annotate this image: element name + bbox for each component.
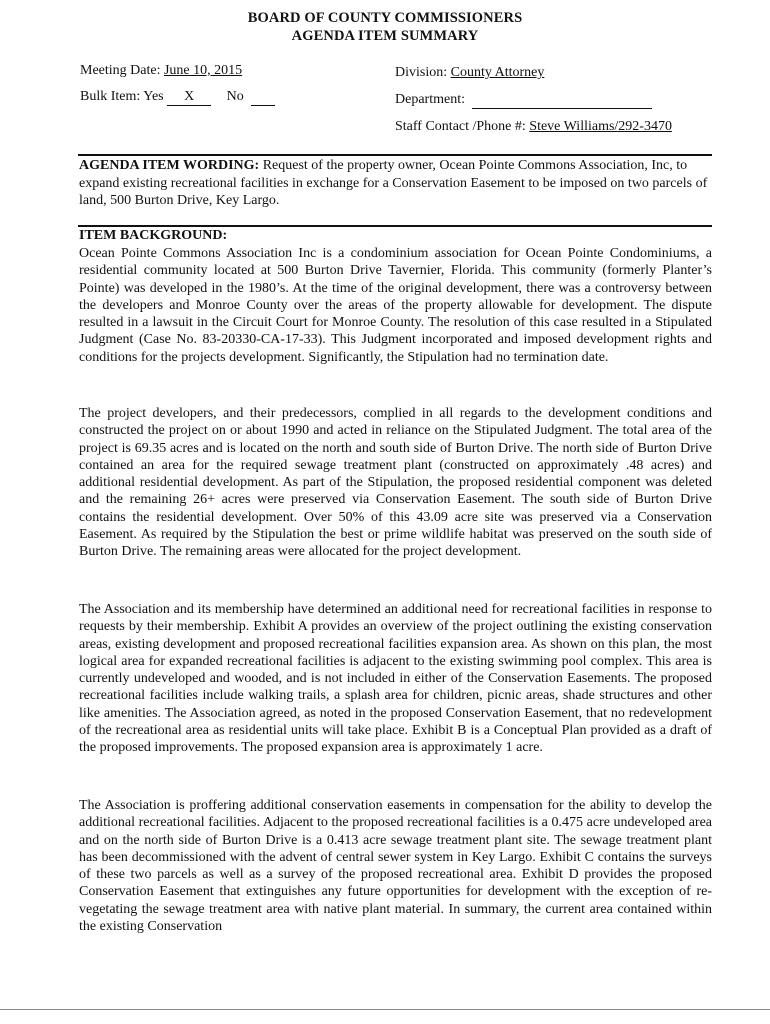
background-paragraph-3: The Association and its membership have determined an additional need for recreational facilities in response to requests by their membership. Exhibit A provides an overview of the project outlining the existing conservation areas, existing development and proposed recreational facilities expansion area. As shown on this plan, the most logical area for expanded recreational facilities is adjacent to the existing swimming pool complex. This area is currently undeveloped and wooded, and is not included in either of the Conservation Easements. The proposed recreational facilities include walking trails, a splash area for children, picnic areas, shade structures and other like amenities. The Association agreed, as noted in the proposed Conservation Easement, that no redevelopment of the recreational area as residential units will take place. Exhibit B is a Conceptual Plan provided as a draft of the proposed improvements. The proposed expansion area is approximately 1 acre.	[79, 602, 712, 756]
agenda-item-wording	[79, 157, 710, 210]
background-paragraph-2: The project developers, and their predecessors, complied in all regards to the development conditions and constructed the project on or about 1990 and acted in reliance on the Stipulated Judgment. The total area of the project is 69.35 acres and is located on the north and south side of Burton Drive. The north side of Burton Drive contained an area for the required sewage treatment plant (constructed on approximately .48 acres) and additional residential development. As part of the Stipulation, the proposed residential component was deleted and the remaining 26+ acres were preserved via Conservation Easement. The south side of Burton Drive contains the residential development. Over 50% of this 43.09 acre site was preserved via a Conservation Easement. As required by the Stipulation the best or prime wildlife habitat was preserved on the south side of Burton Drive. The remaining areas were allocated for the project development.	[79, 406, 712, 560]
bulk-yes-value: X	[167, 89, 211, 106]
bulk-no-label: No	[226, 89, 244, 104]
department-label: Department:	[395, 92, 465, 107]
page-bottom-edge	[0, 1009, 770, 1010]
background-paragraph-1: Ocean Pointe Commons Association Inc is a condominium association for Ocean Pointe Condominiums, a residential community located at 500 Burton Drive Tavernier, Florida. This community (formerly Planter’s Pointe) was developed in the 1980’s. At the time of the original development, there was a controversy between the developers and Monroe County over the areas of the property allowable for development. The dispute resulted in a lawsuit in the Circuit Court for Monroe County. The resolution of this case resulted in a Stipulated Judgment (Case No. 83-20330-CA-17-33). This Judgment incorporated and imposed development rights and conditions for the projects development. Significantly, the Stipulation had no termination date.	[79, 246, 712, 365]
department-row	[395, 92, 652, 109]
bulk-item-row	[80, 89, 275, 106]
meeting-date-label: Meeting Date:	[80, 63, 164, 78]
background-heading-text: ITEM BACKGROUND:	[79, 228, 228, 243]
wording-divider	[78, 154, 712, 156]
staff-contact-value: Steve Williams/292-3470	[529, 119, 672, 134]
department-blank	[472, 92, 652, 109]
bulk-item-label: Bulk Item: Yes	[80, 89, 168, 104]
item-background-heading	[79, 227, 710, 245]
meeting-date-row	[80, 63, 242, 79]
staff-contact-label: Staff Contact /Phone #:	[395, 119, 530, 134]
meeting-date-value: June 10, 2015	[163, 63, 243, 78]
background-paragraph-4: The Association is proffering additional conservation easements in compensation for the ability to develop the additional recreational facilities. Adjacent to the proposed recreational facilities is a 0.475 acre undeveloped area and on the north side of Burton Drive is a 0.413 acre sewage treatment plant site. The sewage treatment plant has been decommissioned with the advent of central sewer system in Key Largo. Exhibit C contains the surveys of these two parcels as well as a survey of the proposed recreational area. Exhibit D provides the proposed Conservation Easement that extinguishes any future opportunities for development with the exception of re-vegetating the sewage treatment area with native plant material. In summary, the current area contained within the existing Conservation	[79, 798, 712, 935]
board-title: BOARD OF COUNTY COMMISSIONERS	[247, 10, 523, 26]
division-value: County Attorney	[450, 65, 545, 80]
bulk-no-blank	[251, 89, 275, 106]
staff-contact-row	[395, 119, 672, 135]
wording-heading: AGENDA ITEM WORDING:	[79, 158, 260, 173]
division-label: Division:	[395, 65, 451, 80]
division-row	[395, 65, 544, 81]
summary-title: AGENDA ITEM SUMMARY	[291, 28, 479, 44]
wording-text: Request of the property owner, Ocean Pointe Commons Association, Inc, to expand existing recreational facilities in exchange for a Conservation Easement to be imposed on two parcels of land, 500 Burton Drive, Key Largo.	[79, 158, 708, 208]
